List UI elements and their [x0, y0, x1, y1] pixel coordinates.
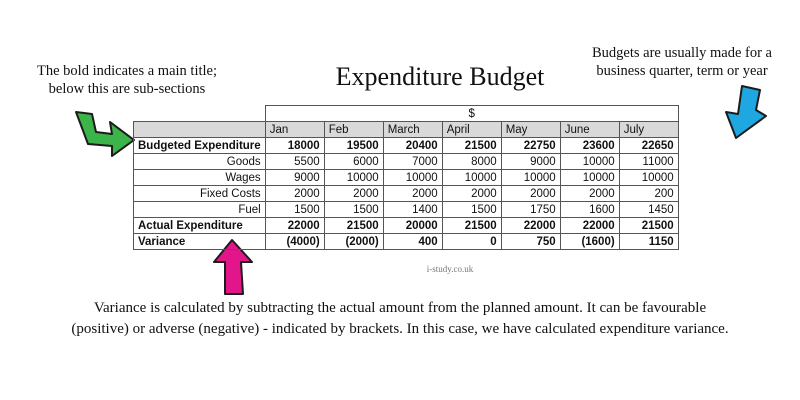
- table-cell: 1400: [383, 202, 442, 218]
- table-cell: 22650: [619, 138, 678, 154]
- note-left-line-2: below this are sub-sections: [48, 81, 206, 97]
- page-title: Expenditure Budget: [335, 62, 545, 91]
- table-cell: 1600: [560, 202, 619, 218]
- table-cell: (4000): [265, 234, 324, 250]
- note-budget-period: [572, 44, 792, 80]
- table-cell: 6000: [324, 154, 383, 170]
- table-cell: 2000: [560, 186, 619, 202]
- row-label: Fuel: [134, 202, 266, 218]
- table-cell: 10000: [619, 170, 678, 186]
- row-label: Fixed Costs: [134, 186, 266, 202]
- note-right-line-2: business quarter, term or year: [596, 63, 768, 79]
- table-cell: 11000: [619, 154, 678, 170]
- table-cell: 7000: [383, 154, 442, 170]
- table-cell: 23600: [560, 138, 619, 154]
- header-blank: [134, 122, 266, 138]
- table-cell: 2000: [442, 186, 501, 202]
- month-header-row: [134, 122, 679, 138]
- table-cell: 20000: [383, 218, 442, 234]
- month-header: March: [383, 122, 442, 138]
- table-corner: [134, 106, 266, 122]
- currency-header-row: [134, 106, 679, 122]
- footer-line-2: (positive) or adverse (negative) - indicated by brackets. In this case, we have calculated expenditure variance.: [71, 321, 729, 337]
- table-cell: 1500: [265, 202, 324, 218]
- table-cell: 2000: [501, 186, 560, 202]
- table-cell: (1600): [560, 234, 619, 250]
- table-cell: 10000: [501, 170, 560, 186]
- row-label: Goods: [134, 154, 266, 170]
- table-cell: 21500: [442, 218, 501, 234]
- table-cell: 400: [383, 234, 442, 250]
- table-cell: 19500: [324, 138, 383, 154]
- table-cell: 8000: [442, 154, 501, 170]
- table-cell: 10000: [324, 170, 383, 186]
- table-cell: 10000: [560, 170, 619, 186]
- fuel-row: [134, 202, 679, 218]
- row-label: Wages: [134, 170, 266, 186]
- actual-expenditure-row: [134, 218, 679, 234]
- blue-arrow-icon: [720, 84, 770, 144]
- table-cell: 22000: [501, 218, 560, 234]
- month-header: Jan: [265, 122, 324, 138]
- table-cell: 21500: [619, 218, 678, 234]
- table-cell: 750: [501, 234, 560, 250]
- footer-line-1: Variance is calculated by subtracting the actual amount from the planned amount. It can be favourable: [93, 300, 707, 316]
- table-cell: 10000: [442, 170, 501, 186]
- table-cell: 200: [619, 186, 678, 202]
- table-cell: 10000: [560, 154, 619, 170]
- table-cell: 2000: [265, 186, 324, 202]
- table-cell: (2000): [324, 234, 383, 250]
- variance-explanation: [0, 298, 800, 340]
- table-cell: 9000: [501, 154, 560, 170]
- expenditure-budget-table: [133, 105, 679, 250]
- currency-header: $: [265, 106, 678, 122]
- variance-row: [134, 234, 679, 250]
- row-label: Variance: [134, 234, 266, 250]
- wages-row: [134, 170, 679, 186]
- table-cell: 1450: [619, 202, 678, 218]
- month-header: Feb: [324, 122, 383, 138]
- table-cell: 18000: [265, 138, 324, 154]
- month-header: April: [442, 122, 501, 138]
- table-cell: 22750: [501, 138, 560, 154]
- table-cell: 2000: [383, 186, 442, 202]
- table-cell: 1750: [501, 202, 560, 218]
- table-cell: 0: [442, 234, 501, 250]
- table-cell: 22000: [265, 218, 324, 234]
- table-cell: 20400: [383, 138, 442, 154]
- goods-row: [134, 154, 679, 170]
- table-cell: 22000: [560, 218, 619, 234]
- fixed-costs-row: [134, 186, 679, 202]
- table-cell: 10000: [383, 170, 442, 186]
- note-left-line-1: The bold indicates a main title;: [37, 63, 217, 79]
- table-cell: 5500: [265, 154, 324, 170]
- note-right-line-1: Budgets are usually made for a: [592, 45, 772, 61]
- table-cell: 21500: [324, 218, 383, 234]
- row-label: Budgeted Expenditure: [134, 138, 266, 154]
- table-cell: 9000: [265, 170, 324, 186]
- table-cell: 1150: [619, 234, 678, 250]
- month-header: May: [501, 122, 560, 138]
- table-cell: 1500: [324, 202, 383, 218]
- watermark: i-study.co.uk: [426, 264, 474, 274]
- row-label: Actual Expenditure: [134, 218, 266, 234]
- table-cell: 2000: [324, 186, 383, 202]
- table-cell: 21500: [442, 138, 501, 154]
- note-bold-title: [12, 62, 242, 98]
- budgeted-expenditure-row: [134, 138, 679, 154]
- month-header: June: [560, 122, 619, 138]
- month-header: July: [619, 122, 678, 138]
- table-cell: 1500: [442, 202, 501, 218]
- green-arrow-icon: [72, 108, 142, 160]
